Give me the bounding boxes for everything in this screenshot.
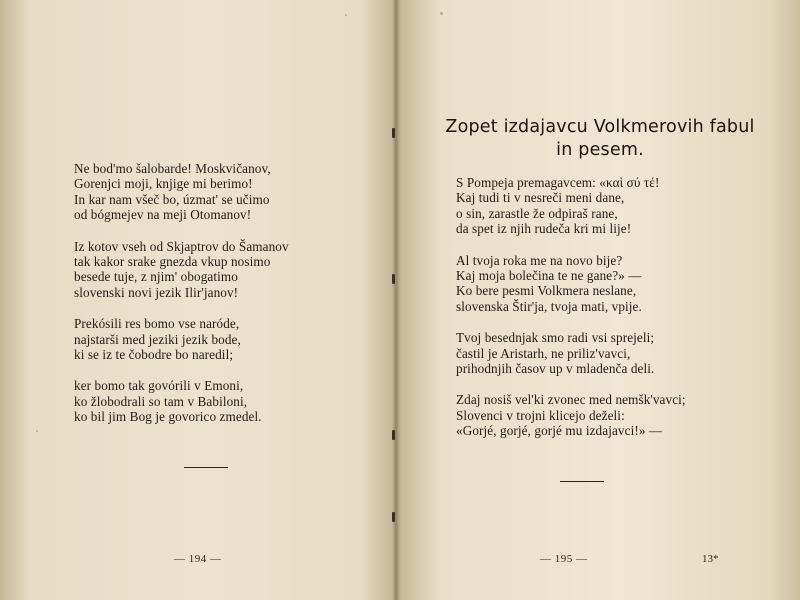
poem-stanza xyxy=(74,239,289,301)
poem-stanza xyxy=(74,316,289,362)
poem-line: Slovenci v trojni klicejo deželi: xyxy=(456,407,625,423)
poem-line: In kar nam všeč bo, úzmat' se učimo xyxy=(74,191,270,207)
poem-title-line: in pesem. xyxy=(556,140,644,160)
signature-mark: 13* xyxy=(702,553,719,565)
poem-line: ker bomo tak govórili v Emoni, xyxy=(74,378,244,394)
poem-stanza xyxy=(74,161,289,223)
poem-line: Al tvoja roka me na novo bije? xyxy=(456,252,623,268)
poem-stanza xyxy=(74,378,289,424)
poem-line: ko žlobodrali so tam v Babiloni, xyxy=(74,393,248,409)
poem-line: besede tuje, z njim' obogatimo xyxy=(74,269,238,285)
page-number: — 195 — xyxy=(540,553,588,565)
poem-line: Iz kotov vseh od Skjaptrov do Šamanov xyxy=(74,238,289,254)
poem-stanza xyxy=(456,175,686,237)
poem-line: Ko bere pesmi Volkmera neslane, xyxy=(456,283,637,299)
poem-line: Kaj tudi ti v nesreči meni dane, xyxy=(456,190,625,206)
poem-line: ko bil jim Bog je govorico zmedel. xyxy=(74,409,262,425)
poem-line: Zdaj nosiš vel'ki zvonec med nemšk'vavci; xyxy=(456,392,686,408)
poem-title-line: Zopet izdajavcu Volkmerovih fabul xyxy=(445,117,755,137)
poem-line: ki se iz te čobodre bo naredil; xyxy=(74,347,234,363)
poem-stanza xyxy=(456,330,686,376)
poem-stanza xyxy=(456,392,686,438)
poem-line: S Pompeja premagavcem: «καὶ σύ τέ! xyxy=(456,175,660,190)
poem-line: Prekósili res bomo vse naróde, xyxy=(74,316,240,332)
poem-title xyxy=(400,116,800,162)
right-poem xyxy=(456,175,686,455)
page-number: — 194 — xyxy=(174,553,222,565)
poem-line: častil je Aristarh, ne priliz'vavci, xyxy=(456,345,631,361)
poem-stanza xyxy=(456,253,686,315)
end-rule xyxy=(184,467,228,468)
end-rule xyxy=(560,481,604,482)
left-poem xyxy=(74,161,289,441)
poem-line: Kaj moja bolečina te ne gane?» — xyxy=(456,268,642,284)
poem-line: da spet iz njih rudeča kri mi lije! xyxy=(456,221,632,237)
poem-line: tak kakor srake gnezda vkup nosimo xyxy=(74,254,271,270)
poem-line: od bógmejev na meji Otomanov! xyxy=(74,207,252,223)
poem-line: Ne bod'mo šalobarde! Moskvičanov, xyxy=(74,161,271,176)
poem-line: Gorenjci moji, knjige mi berimo! xyxy=(74,176,253,192)
poem-line: «Gorjé, gorjé, gorjé mu izdajavci!» — xyxy=(456,423,663,439)
poem-line: prihodnjih časov up v mladenča deli. xyxy=(456,361,655,377)
left-page xyxy=(0,0,396,600)
poem-line: slovenska Štir'ja, tvoja mati, vpije. xyxy=(456,298,642,314)
poem-line: najstarši med jeziki jezik bode, xyxy=(74,331,241,347)
poem-line: o sin, zarastle že odpiraš rane, xyxy=(456,205,618,221)
poem-line: slovenski novi jezik Ilir'janov! xyxy=(74,284,239,300)
poem-line: Tvoj besednjak smo radi vsi sprejeli; xyxy=(456,330,655,346)
right-page xyxy=(400,0,800,600)
